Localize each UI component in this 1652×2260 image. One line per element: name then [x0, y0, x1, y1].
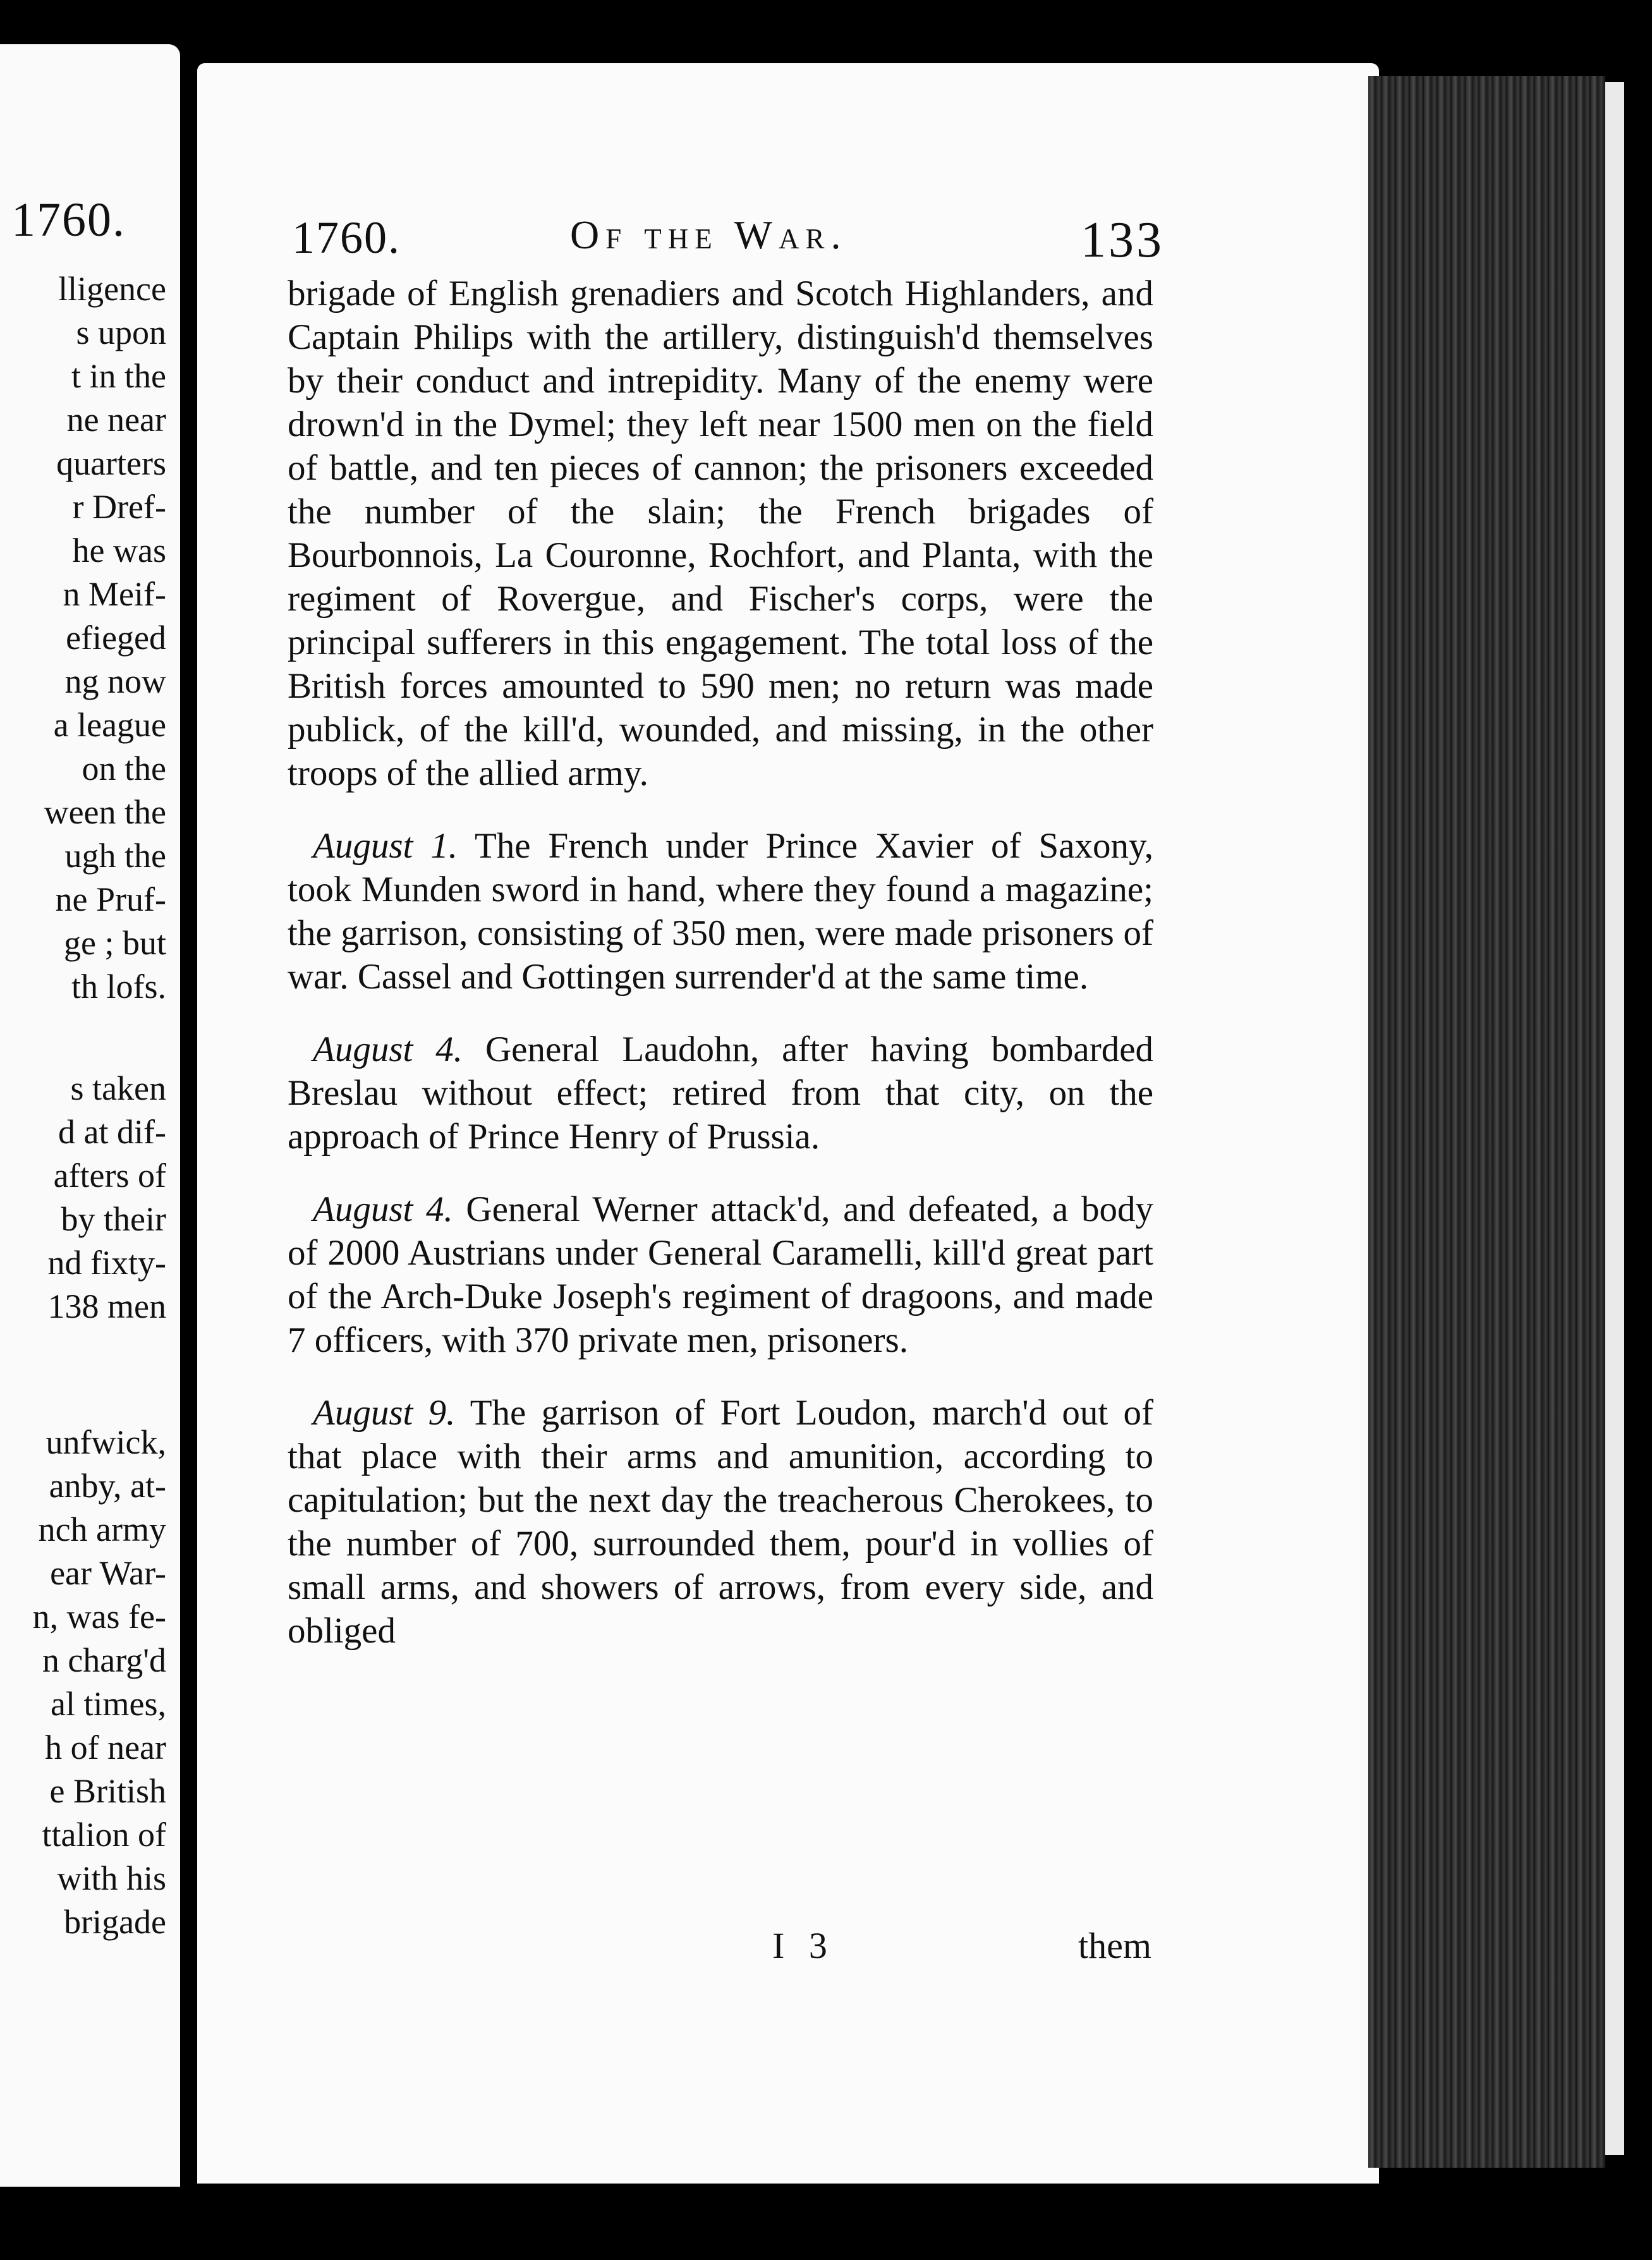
left-page-line: r Dref- [72, 488, 166, 526]
left-page-line: ttalion of [42, 1816, 166, 1854]
header-year: 1760. [292, 212, 401, 263]
entry-text: The garrison of Fort Loudon, march'd out of that place with their arms and amunition, according to capitulation; but the next day the treacherous Cherokees, to the number of 700, surrounded them, pour'd in vollies of small arms, and showers of arrows, from every side, and obliged [288, 1393, 1153, 1651]
continuation-paragraph: brigade of English grenadiers and Scotch Highlanders, and Captain Philips with the artillery, distinguish'd themselves by their conduct and intrepidity. Many of the enemy were drown'd in the Dymel; they left near 1500 men on the field of battle, and ten pieces of cannon; the prisoners exceeded the number of the slain; the French brigades of Bourbonnois, La Couronne, Rochfort, and Planta, with the regiment of Rovergue, and Fischer's corps, were the principal sufferers in this engagement. The total loss of the British forces amounted to 590 men; no return was made publick, of the kill'd, wounded, and missing, in the other troops of the allied army. [288, 274, 1153, 793]
left-page-line: d at dif- [58, 1113, 166, 1151]
entry-paragraph [288, 1188, 1153, 1362]
page-number: 133 [1081, 212, 1164, 268]
left-page-line: a league [53, 706, 166, 744]
left-page-line: ear War- [50, 1554, 166, 1592]
left-page-line: 138 men [47, 1287, 166, 1325]
page-edges [1368, 76, 1605, 2168]
left-page-line: ge ; but [64, 924, 166, 962]
left-page-line: with his [57, 1859, 166, 1897]
entry-date: August 1. [313, 826, 458, 866]
left-page-line: brigade [64, 1903, 166, 1941]
signature-mark: I 3 [772, 1925, 835, 1966]
left-page-line: unfwick, [46, 1423, 166, 1461]
left-page-year: 1760. [11, 193, 126, 246]
left-page-line: afters of [53, 1157, 166, 1194]
left-page [0, 44, 180, 2187]
left-page-line: quarters [56, 444, 166, 482]
entry-date: August 4. [313, 1189, 453, 1229]
left-page-line: he was [72, 532, 166, 569]
entry-date: August 9. [313, 1393, 456, 1433]
entry-text: General Laudohn, after having bombarded Breslau without effect; retired from that city, on the approach of Prince Henry of Prussia. [288, 1030, 1153, 1157]
left-page-line: al times, [51, 1685, 166, 1723]
cover-edge [1605, 82, 1624, 2155]
left-page-line: efieged [66, 619, 166, 657]
left-page-line: ng now [64, 662, 166, 700]
left-page-line: anby, at- [49, 1467, 166, 1505]
catchword: them [1078, 1925, 1151, 1966]
left-page-line: n charg'd [42, 1641, 166, 1679]
entry-paragraph [288, 1391, 1153, 1653]
left-page-line: h of near [45, 1728, 166, 1766]
left-page-line: n, was fe- [32, 1598, 166, 1636]
left-page-line: lligence [58, 270, 166, 308]
entry-paragraph [288, 824, 1153, 999]
page-footer [292, 1924, 1151, 1975]
entry-date: August 4. [313, 1030, 463, 1069]
left-page-line: ween the [44, 793, 166, 831]
entry-text: The French under Prince Xavier of Saxony, took Munden sword in hand, where they found a magazine; the garrison, consisting of 350 men, were made prisoners of war. Cassel and Gottingen surrender'd at the same time. [288, 826, 1153, 997]
left-page-line: on the [82, 750, 166, 787]
left-page-line: n Meif- [63, 575, 166, 613]
left-page-line: by their [61, 1200, 166, 1238]
left-page-line: ne near [66, 401, 166, 439]
entry-paragraph [288, 1028, 1153, 1158]
entry-text: General Werner attack'd, and defeated, a body of 2000 Austrians under General Caramelli, kill'd great part of the Arch-Duke Joseph's regiment of dragoons, and made 7 officers, with 370 private men, prisoners. [288, 1189, 1153, 1360]
left-page-line: th lofs. [71, 968, 166, 1005]
left-page-line: s taken [70, 1069, 166, 1107]
left-page-line: s upon [76, 313, 166, 351]
left-page-line: nd fixty- [47, 1244, 166, 1282]
left-page-line: e British [49, 1772, 166, 1810]
running-header [292, 205, 1164, 275]
left-page-line: t in the [71, 357, 166, 395]
left-page-line: ne Pruf- [55, 880, 166, 918]
left-page-line: ugh the [64, 837, 166, 875]
left-page-line: nch army [38, 1510, 166, 1548]
page-body [288, 272, 1153, 1653]
header-title: Of the War. [570, 212, 847, 257]
